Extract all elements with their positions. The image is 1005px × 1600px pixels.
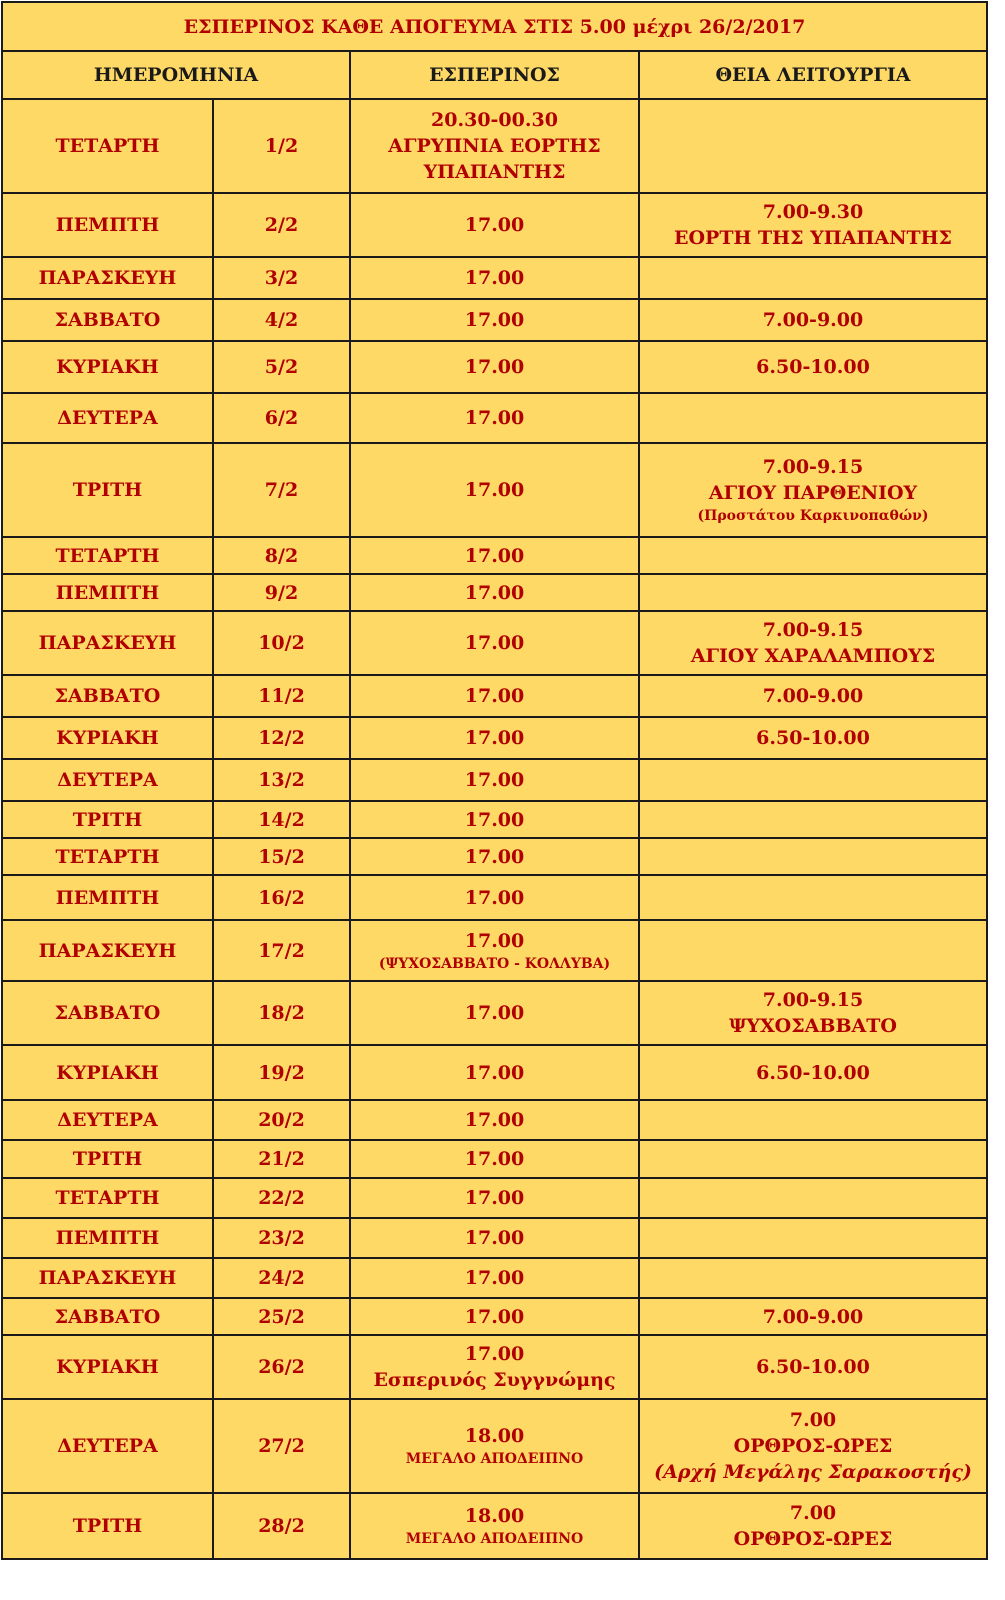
date-cell: 21/2 [213,1140,350,1178]
day-cell: ΔΕΥΤΕΡΑ [2,1100,213,1140]
liturgy-line: 6.50-10.00 [756,1356,870,1378]
table-row [2,1399,987,1493]
liturgy-cell [639,99,987,193]
vespers-cell [350,1140,639,1178]
liturgy-cell [639,981,987,1045]
liturgy-cell [639,1258,987,1298]
schedule-body [2,2,987,1559]
vespers-cell [350,717,639,759]
table-row [2,193,987,257]
liturgy-cell [639,393,987,443]
liturgy-line: 7.00-9.30 [762,201,864,223]
vespers-line: 17.00 [464,1227,525,1249]
table-row [2,759,987,801]
liturgy-cell [639,1100,987,1140]
table-row [2,1178,987,1218]
vespers-cell [350,759,639,801]
liturgy-cell [639,1493,987,1559]
liturgy-cell [639,611,987,675]
liturgy-cell [639,299,987,341]
vespers-cell [350,537,639,574]
vespers-cell [350,1298,639,1335]
liturgy-line: 7.00-9.15 [762,989,864,1011]
day-cell: ΠΑΡΑΣΚΕΥΗ [2,1258,213,1298]
liturgy-line: 6.50-10.00 [756,1061,870,1084]
vespers-line: 17.00 [464,1305,525,1328]
liturgy-cell [639,574,987,611]
day-cell: ΠΕΜΠΤΗ [2,875,213,920]
vespers-cell [350,341,639,393]
vespers-line: 17.00 [464,808,525,831]
vespers-cell [350,1399,639,1493]
day-cell: ΤΡΙΤΗ [2,1140,213,1178]
vespers-cell [350,193,639,257]
table-row [2,1493,987,1559]
liturgy-line: ΕΟΡΤΗ ΤΗΣ ΥΠΑΠΑΝΤΗΣ [674,227,952,249]
date-cell: 3/2 [213,257,350,299]
liturgy-line: 6.50-10.00 [756,356,870,378]
liturgy-line: 7.00 [789,1502,837,1524]
day-cell: ΔΕΥΤΕΡΑ [2,393,213,443]
date-cell: 16/2 [213,875,350,920]
day-cell: ΣΑΒΒΑΤΟ [2,1298,213,1335]
vespers-line: 17.00 [464,1061,525,1084]
date-cell: 11/2 [213,675,350,717]
title-row [2,2,987,51]
liturgy-cell [639,838,987,875]
liturgy-line: 7.00 [789,1409,837,1431]
table-row [2,257,987,299]
vespers-line: 17.00 [464,929,525,952]
vespers-line: (ΨΥΧΟΣΑΒΒΑΤΟ - ΚΟΛΛΥΒΑ) [378,955,611,972]
vespers-cell [350,574,639,611]
vespers-line: ΑΓΡΥΠΝΙΑ ΕΟΡΤΗΣ [388,135,601,157]
vespers-line: 18.00 [464,1425,525,1447]
date-cell: 8/2 [213,537,350,574]
day-cell: ΣΑΒΒΑΤΟ [2,675,213,717]
vespers-line: 17.00 [464,267,525,289]
table-row [2,1218,987,1258]
day-cell: ΠΕΜΠΤΗ [2,1218,213,1258]
date-cell: 17/2 [213,920,350,981]
header-vespers: ΕΣΠΕΡΙΝΟΣ [350,51,639,99]
liturgy-line: 7.00-9.15 [762,619,864,641]
day-cell: ΚΥΡΙΑΚΗ [2,1335,213,1399]
date-cell: 20/2 [213,1100,350,1140]
liturgy-cell [639,759,987,801]
vespers-line: 17.00 [464,309,525,331]
vespers-line: 17.00 [464,1002,525,1024]
table-row [2,1100,987,1140]
vespers-line: 17.00 [464,769,525,791]
day-cell: ΤΡΙΤΗ [2,801,213,838]
vespers-line: ΜΕΓΑΛΟ ΑΠΟΔΕΙΠΝΟ [405,1531,584,1547]
date-cell: 12/2 [213,717,350,759]
vespers-cell [350,299,639,341]
liturgy-cell [639,801,987,838]
day-cell: ΔΕΥΤΕΡΑ [2,1399,213,1493]
table-row [2,299,987,341]
liturgy-line: 7.00-9.00 [762,1305,864,1328]
date-cell: 22/2 [213,1178,350,1218]
liturgy-line: ΟΡΘΡΟΣ-ΩΡΕΣ [733,1528,893,1550]
day-cell: ΚΥΡΙΑΚΗ [2,1045,213,1100]
day-cell: ΣΑΒΒΑΤΟ [2,299,213,341]
day-cell: ΤΕΤΑΡΤΗ [2,838,213,875]
liturgy-cell [639,1399,987,1493]
table-row [2,675,987,717]
vespers-line: 17.00 [464,479,525,501]
table-row [2,875,987,920]
liturgy-line: ΑΓΙΟΥ ΠΑΡΘΕΝΙΟΥ [708,482,918,504]
table-row [2,920,987,981]
vespers-cell [350,1178,639,1218]
date-cell: 5/2 [213,341,350,393]
vespers-line: 17.00 [464,1267,525,1289]
date-cell: 18/2 [213,981,350,1045]
vespers-cell [350,1045,639,1100]
date-cell: 26/2 [213,1335,350,1399]
liturgy-line: ΑΓΙΟΥ ΧΑΡΑΛΑΜΠΟΥΣ [690,645,936,667]
vespers-line: 17.00 [464,1109,525,1131]
liturgy-cell [639,675,987,717]
table-row [2,443,987,537]
table-row [2,838,987,875]
table-row [2,99,987,193]
date-cell: 4/2 [213,299,350,341]
schedule-table [1,1,988,1560]
vespers-line: Εσπερινός Συγγνώμης [373,1369,616,1391]
header-row [2,51,987,99]
vespers-cell [350,611,639,675]
day-cell: ΠΑΡΑΣΚΕΥΗ [2,920,213,981]
table-row [2,574,987,611]
day-cell: ΔΕΥΤΕΡΑ [2,759,213,801]
table-row [2,611,987,675]
liturgy-line: 7.00-9.15 [762,456,864,478]
liturgy-cell [639,1335,987,1399]
liturgy-cell [639,193,987,257]
date-cell: 27/2 [213,1399,350,1493]
vespers-cell [350,875,639,920]
day-cell: ΤΡΙΤΗ [2,1493,213,1559]
header-liturgy: ΘΕΙΑ ΛΕΙΤΟΥΡΓΙΑ [639,51,987,99]
table-row [2,1298,987,1335]
vespers-line: 17.00 [464,727,525,749]
table-row [2,717,987,759]
day-cell: ΣΑΒΒΑΤΟ [2,981,213,1045]
table-row [2,1335,987,1399]
vespers-line: 18.00 [464,1505,525,1527]
vespers-line: 17.00 [464,356,525,378]
day-cell: ΤΡΙΤΗ [2,443,213,537]
date-cell: 14/2 [213,801,350,838]
liturgy-cell [639,443,987,537]
liturgy-cell [639,1045,987,1100]
date-cell: 6/2 [213,393,350,443]
date-cell: 19/2 [213,1045,350,1100]
date-cell: 28/2 [213,1493,350,1559]
vespers-cell [350,443,639,537]
table-row [2,537,987,574]
vespers-line: 20.30-00.30 [431,109,558,131]
vespers-cell [350,1218,639,1258]
vespers-cell [350,1335,639,1399]
liturgy-cell [639,537,987,574]
vespers-line: 17.00 [464,407,525,429]
table-row [2,981,987,1045]
day-cell: ΤΕΤΑΡΤΗ [2,537,213,574]
vespers-cell [350,393,639,443]
vespers-line: 17.00 [464,1148,525,1170]
vespers-cell [350,838,639,875]
vespers-cell [350,1258,639,1298]
date-cell: 23/2 [213,1218,350,1258]
liturgy-line: (Προστάτου Καρκινοπαθών) [697,508,929,524]
table-row [2,341,987,393]
schedule-title: ΕΣΠΕΡΙΝΟΣ ΚΑΘΕ ΑΠΟΓΕΥΜΑ ΣΤΙΣ 5.00 μέχρι 26/2/2017 [2,2,987,51]
day-cell: ΠΑΡΑΣΚΕΥΗ [2,611,213,675]
day-cell: ΚΥΡΙΑΚΗ [2,717,213,759]
vespers-line: 17.00 [464,544,525,567]
vespers-line: 17.00 [464,1187,525,1209]
date-cell: 25/2 [213,1298,350,1335]
table-row [2,801,987,838]
vespers-cell [350,257,639,299]
date-cell: 1/2 [213,99,350,193]
date-cell: 24/2 [213,1258,350,1298]
vespers-cell [350,981,639,1045]
vespers-cell [350,920,639,981]
day-cell: ΚΥΡΙΑΚΗ [2,341,213,393]
header-date: ΗΜΕΡΟΜΗΝΙΑ [2,51,350,99]
vespers-cell [350,1493,639,1559]
vespers-cell [350,801,639,838]
date-cell: 15/2 [213,838,350,875]
table-row [2,1258,987,1298]
day-cell: ΤΕΤΑΡΤΗ [2,99,213,193]
date-cell: 2/2 [213,193,350,257]
vespers-cell [350,675,639,717]
vespers-line: 17.00 [464,581,525,604]
day-cell: ΠΕΜΠΤΗ [2,193,213,257]
vespers-line: ΥΠΑΠΑΝΤΗΣ [423,161,566,183]
vespers-line: 17.00 [464,886,525,909]
date-cell: 10/2 [213,611,350,675]
liturgy-cell [639,1140,987,1178]
liturgy-cell [639,920,987,981]
liturgy-cell [639,1178,987,1218]
liturgy-cell [639,717,987,759]
vespers-line: ΜΕΓΑΛΟ ΑΠΟΔΕΙΠΝΟ [405,1451,584,1467]
table-row [2,393,987,443]
table-row [2,1045,987,1100]
liturgy-cell [639,341,987,393]
liturgy-cell [639,1218,987,1258]
day-cell: ΠΕΜΠΤΗ [2,574,213,611]
date-cell: 7/2 [213,443,350,537]
vespers-line: 17.00 [464,214,525,236]
vespers-line: 17.00 [464,632,525,654]
liturgy-cell [639,875,987,920]
liturgy-line: 7.00-9.00 [762,685,864,707]
liturgy-line: 7.00-9.00 [762,309,864,331]
liturgy-cell [639,257,987,299]
date-cell: 9/2 [213,574,350,611]
liturgy-line: (Αρχή Μεγάλης Σαρακοστής) [654,1461,972,1483]
liturgy-line: ΟΡΘΡΟΣ-ΩΡΕΣ [733,1435,893,1457]
liturgy-line: ΨΥΧΟΣΑΒΒΑΤΟ [729,1015,897,1037]
vespers-line: 17.00 [464,845,525,868]
table-row [2,1140,987,1178]
vespers-line: 17.00 [464,1343,525,1365]
liturgy-cell [639,1298,987,1335]
vespers-cell [350,1100,639,1140]
vespers-line: 17.00 [464,685,525,707]
liturgy-line: 6.50-10.00 [756,727,870,749]
date-cell: 13/2 [213,759,350,801]
day-cell: ΤΕΤΑΡΤΗ [2,1178,213,1218]
day-cell: ΠΑΡΑΣΚΕΥΗ [2,257,213,299]
vespers-cell [350,99,639,193]
